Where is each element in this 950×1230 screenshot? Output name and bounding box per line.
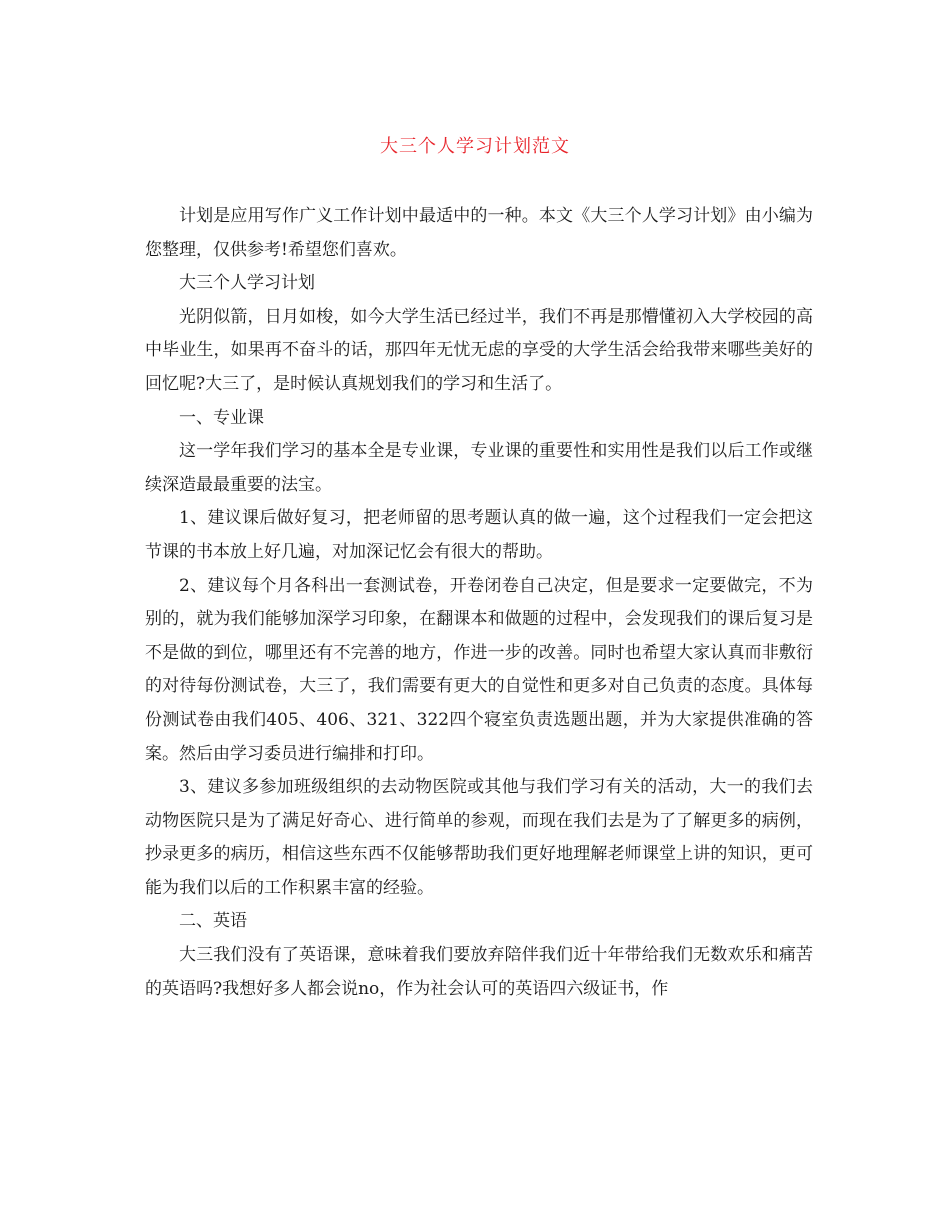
paragraph-suggestion-3: 3、建议多参加班级组织的去动物医院或其他与我们学习有关的活动，大一的我们去动物医院只是为了满足好奇心、进行简单的参观，而现在我们去是为了了解更多的病例，抄录更多的病历，相信这些东西不仅能够帮助我们更好地理解老师课堂上讲的知识，更可能为我们以后的工作积累丰富的经验。 <box>145 777 813 898</box>
paragraph-suggestion-2: 2、建议每个月各科出一套测试卷，开卷闭卷自己决定，但是要求一定要做完，不为别的，就为我们能够加深学习印象，在翻课本和做题的过程中，会发现我们的课后复习是不是做的到位，哪里还有不完善的地方，作进一步的改善。同时也希望大家认真而非敷衍的对待每份测试卷，大三了，我们需要有更大的自觉性和更多对自己负责的态度。具体每份测试卷由我们405、406、321、322四个寝室负责选题出题，并为大家提供准确的答案。然后由学习委员进行编排和打印。 <box>145 575 813 764</box>
paragraph-major-courses: 这一学年我们学习的基本全是专业课，专业课的重要性和实用性是我们以后工作或继续深造最最重要的法宝。 <box>145 441 813 495</box>
document-body <box>145 200 813 1006</box>
section-heading-english: 二、英语 <box>179 911 247 932</box>
paragraph-intro: 计划是应用写作广义工作计划中最适中的一种。本文《大三个人学习计划》由小编为您整理，仅供参考!希望您们喜欢。 <box>145 206 813 260</box>
paragraph-suggestion-1: 1、建议课后做好复习，把老师留的思考题认真的做一遍，这个过程我们一定会把这节课的书本放上好几遍，对加深记忆会有很大的帮助。 <box>145 508 813 562</box>
paragraph-opening: 光阴似箭，日月如梭，如今大学生活已经过半，我们不再是那懵懂初入大学校园的高中毕业生，如果再不奋斗的话，那四年无忧无虑的享受的大学生活会给我带来哪些美好的回忆呢?大三了，是时候认真规划我们的学习和生活了。 <box>145 306 813 394</box>
section-heading-major-courses: 一、专业课 <box>179 407 264 428</box>
paragraph-subtitle: 大三个人学习计划 <box>179 273 315 294</box>
paragraph-english: 大三我们没有了英语课，意味着我们要放弃陪伴我们近十年带给我们无数欢乐和痛苦的英语吗?我想好多人都会说no，作为社会认可的英语四六级证书，作 <box>145 945 813 999</box>
document-title: 大三个人学习计划范文 <box>380 136 570 157</box>
